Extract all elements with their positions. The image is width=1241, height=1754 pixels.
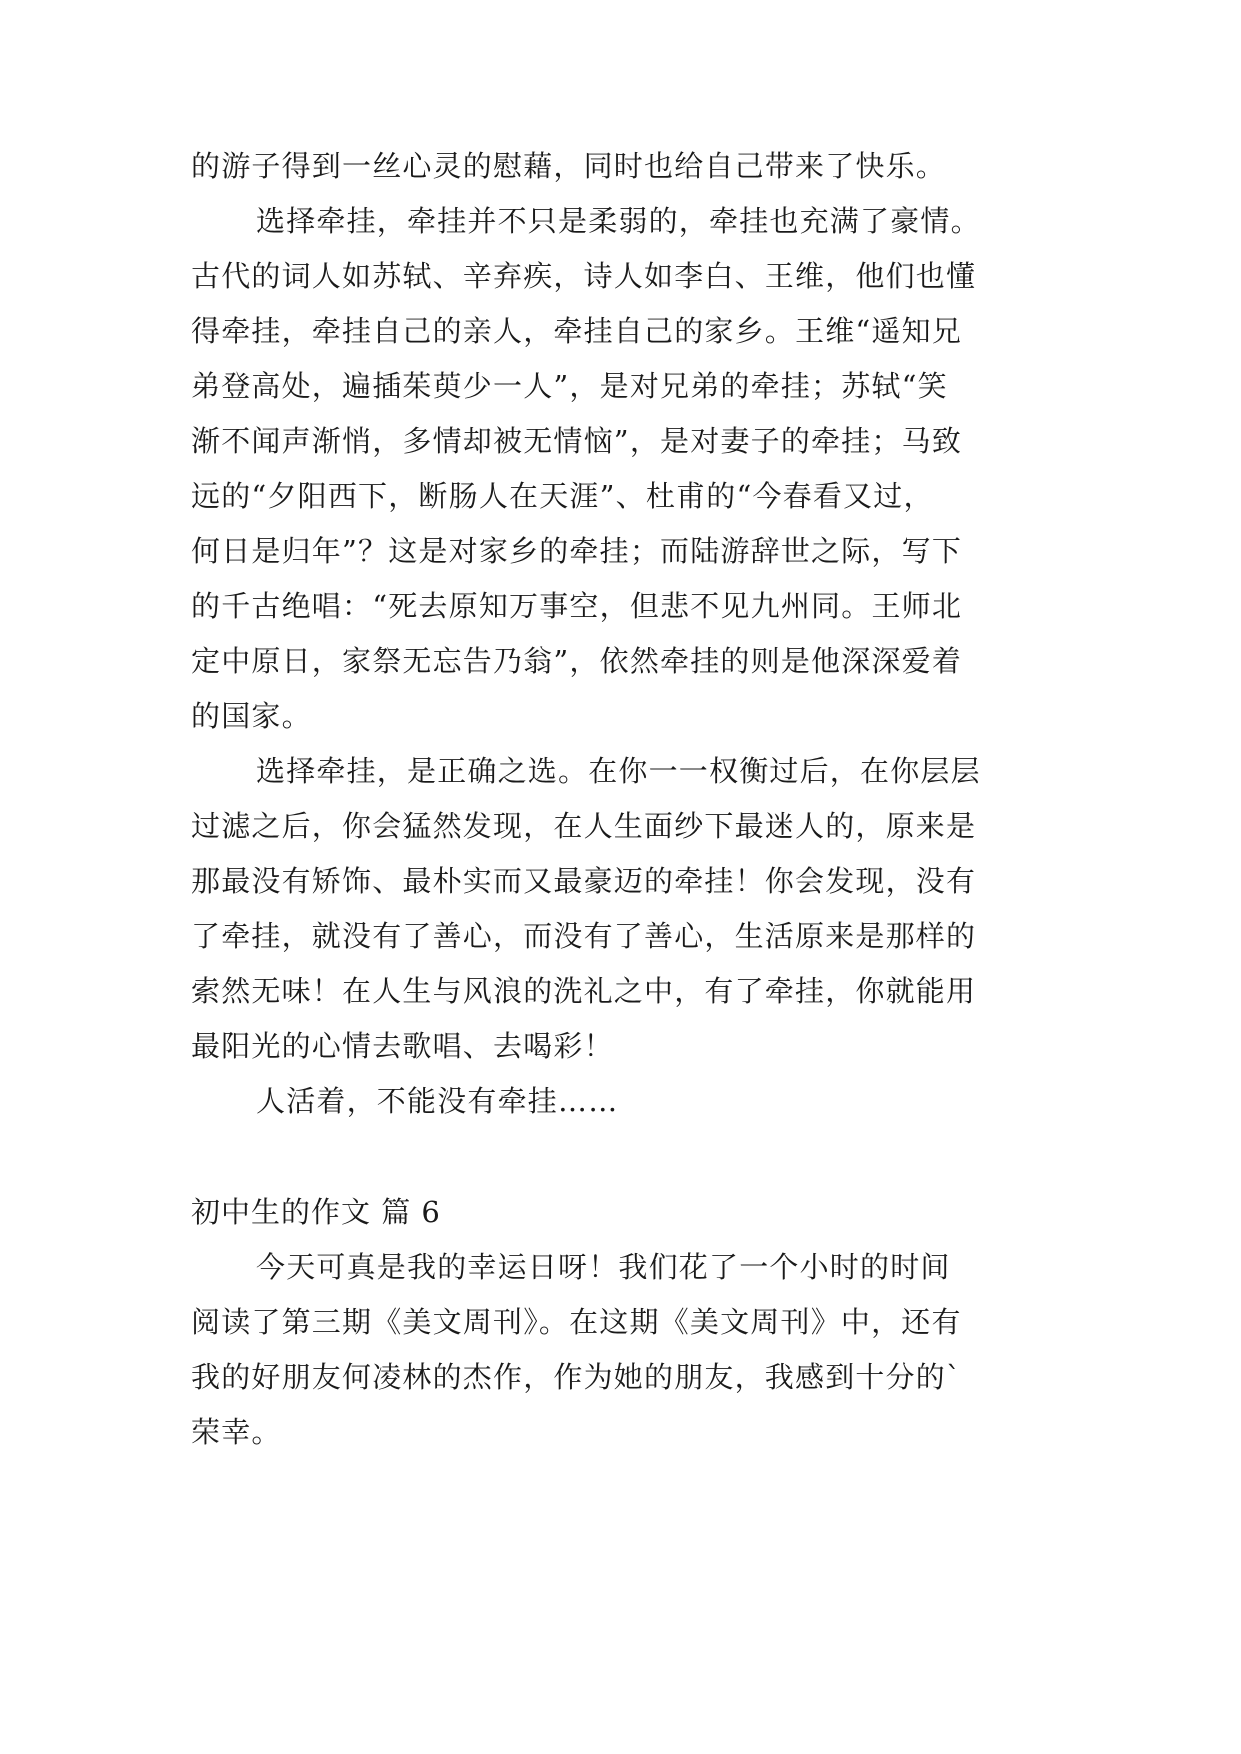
paragraph-line: 何日是归年”？这是对家乡的牵挂；而陆游辞世之际，写下 [191,534,963,568]
paragraph-line: 最阳光的心情去歌唱、去喝彩！ [191,1029,614,1063]
paragraph-line: 索然无味！在人生与风浪的洗礼之中，有了牵挂，你就能用 [191,974,977,1008]
paragraph-line: 定中原日，家祭无忘告乃翁”，依然牵挂的则是他深深爱着 [191,644,963,678]
paragraph-first-line: 选择牵挂，是正确之选。在你一一权衡过后，在你层层 [256,754,981,788]
paragraph-line: 我的好朋友何凌林的杰作，作为她的朋友，我感到十分的` [191,1360,962,1394]
paragraph-line: 的游子得到一丝心灵的慰藉，同时也给自己带来了快乐。 [191,149,947,183]
paragraph-line: 古代的词人如苏轼、辛弃疾，诗人如李白、王维，他们也懂 [191,259,977,293]
paragraph-line: 的千古绝唱：“死去原知万事空，但悲不见九州同。王师北 [191,589,963,623]
paragraph-line: 远的“夕阳西下，断肠人在天涯”、杜甫的“今春看又过， [191,479,934,513]
paragraph-first-line: 人活着，不能没有牵挂…… [256,1084,619,1118]
paragraph-line: 得牵挂，牵挂自己的亲人，牵挂自己的家乡。王维“遥知兄 [191,314,963,348]
paragraph-line: 荣幸。 [191,1415,282,1449]
paragraph-line: 阅读了第三期《美文周刊》。在这期《美文周刊》中，还有 [191,1305,962,1339]
paragraph-first-line: 今天可真是我的幸运日呀！我们花了一个小时的时间 [256,1250,951,1284]
paragraph-first-line: 选择牵挂，牵挂并不只是柔弱的，牵挂也充满了豪情。 [256,204,981,238]
paragraph-line: 渐不闻声渐悄，多情却被无情恼”，是对妻子的牵挂；马致 [191,424,963,458]
section-heading: 初中生的作文 篇 6 [191,1195,441,1229]
paragraph-line: 的国家。 [191,699,312,733]
paragraph-line: 弟登高处，遍插茱萸少一人”，是对兄弟的牵挂；苏轼“笑 [191,369,948,403]
paragraph-line: 过滤之后，你会猛然发现，在人生面纱下最迷人的，原来是 [191,809,977,843]
paragraph-line: 了牵挂，就没有了善心，而没有了善心，生活原来是那样的 [191,919,977,953]
paragraph-line: 那最没有矫饰、最朴实而又最豪迈的牵挂！你会发现，没有 [191,864,977,898]
